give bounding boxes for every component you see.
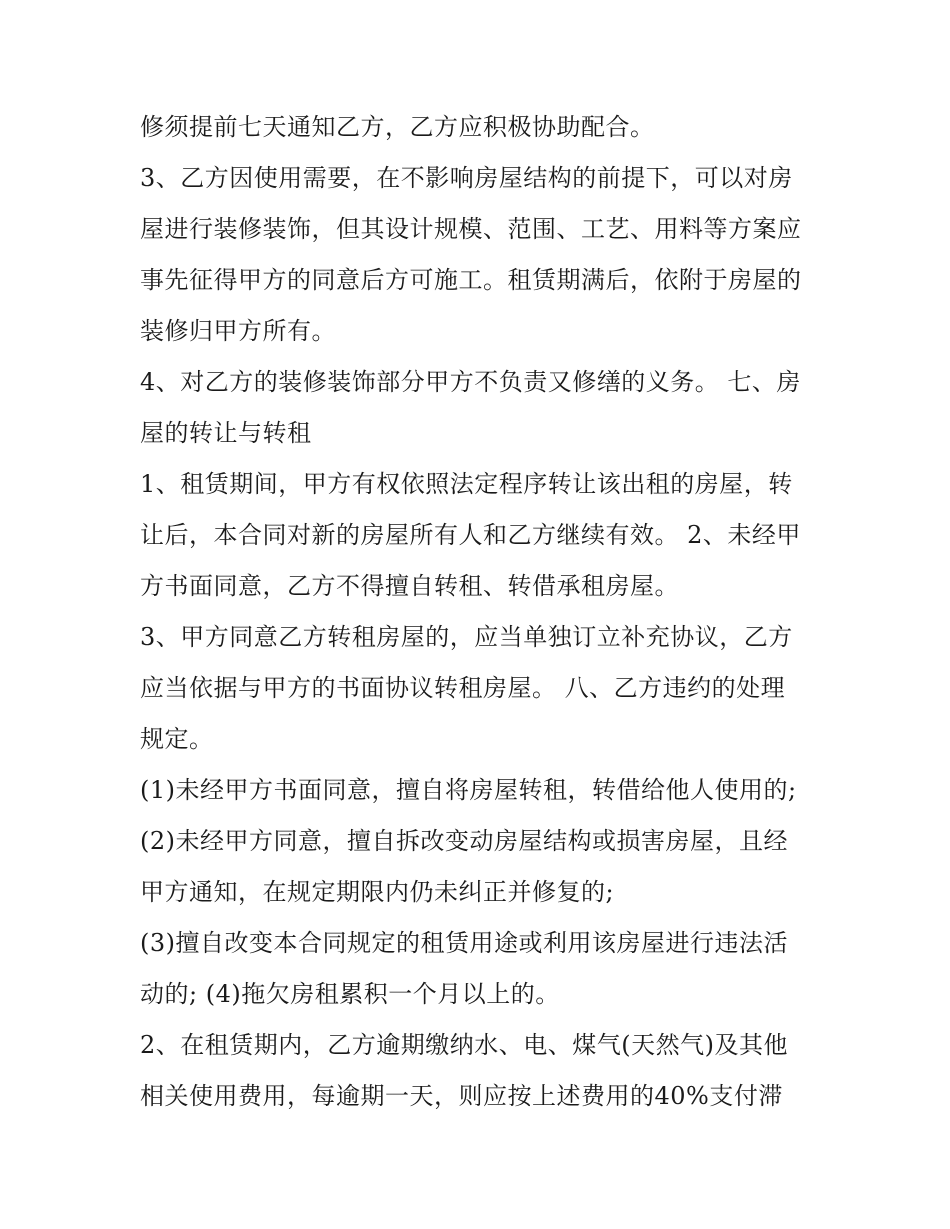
text-line: 相关使用费用，每逾期一天，则应按上述费用的40%支付滞 — [140, 1082, 783, 1110]
text-line: 应当依据与甲方的书面协议转租房屋。 八、乙方违约的处理 — [140, 674, 786, 702]
text-line: 装修归甲方所有。 — [140, 317, 336, 345]
text-line: (3)擅自改变本合同规定的租赁用途或利用该房屋进行违法活 — [140, 929, 788, 957]
text-line: 方书面同意，乙方不得擅自转租、转借承租房屋。 — [140, 572, 679, 600]
text-line: 规定。 — [140, 725, 214, 753]
text-line: 1、租赁期间，甲方有权依照法定程序转让该出租的房屋，转 — [140, 470, 793, 498]
text-line: (2)未经甲方同意，擅自拆改变动房屋结构或损害房屋，且经 — [140, 827, 788, 855]
text-line: (1)未经甲方书面同意，擅自将房屋转租，转借给他人使用的; — [140, 776, 797, 804]
text-line: 3、乙方因使用需要，在不影响房屋结构的前提下，可以对房 — [140, 164, 793, 192]
text-line: 屋进行装修装饰，但其设计规模、范围、工艺、用料等方案应 — [140, 215, 802, 243]
text-line: 2、在租赁期内，乙方逾期缴纳水、电、煤气(天然气)及其他 — [140, 1031, 788, 1059]
text-line: 让后，本合同对新的房屋所有人和乙方继续有效。 2、未经甲 — [140, 521, 801, 549]
text-line: 事先征得甲方的同意后方可施工。租赁期满后，依附于房屋的 — [140, 266, 802, 294]
text-line: 动的; (4)拖欠房租累积一个月以上的。 — [140, 980, 560, 1008]
text-line: 屋的转让与转租 — [140, 419, 312, 447]
text-line: 修须提前七天通知乙方，乙方应积极协助配合。 — [140, 113, 655, 141]
text-line: 甲方通知，在规定期限内仍未纠正并修复的; — [140, 878, 615, 906]
text-line: 3、甲方同意乙方转租房屋的，应当单独订立补充协议，乙方 — [140, 623, 793, 651]
document-body — [140, 102, 820, 1122]
text-line: 4、对乙方的装修装饰部分甲方不负责又修缮的义务。 七、房 — [140, 368, 801, 396]
